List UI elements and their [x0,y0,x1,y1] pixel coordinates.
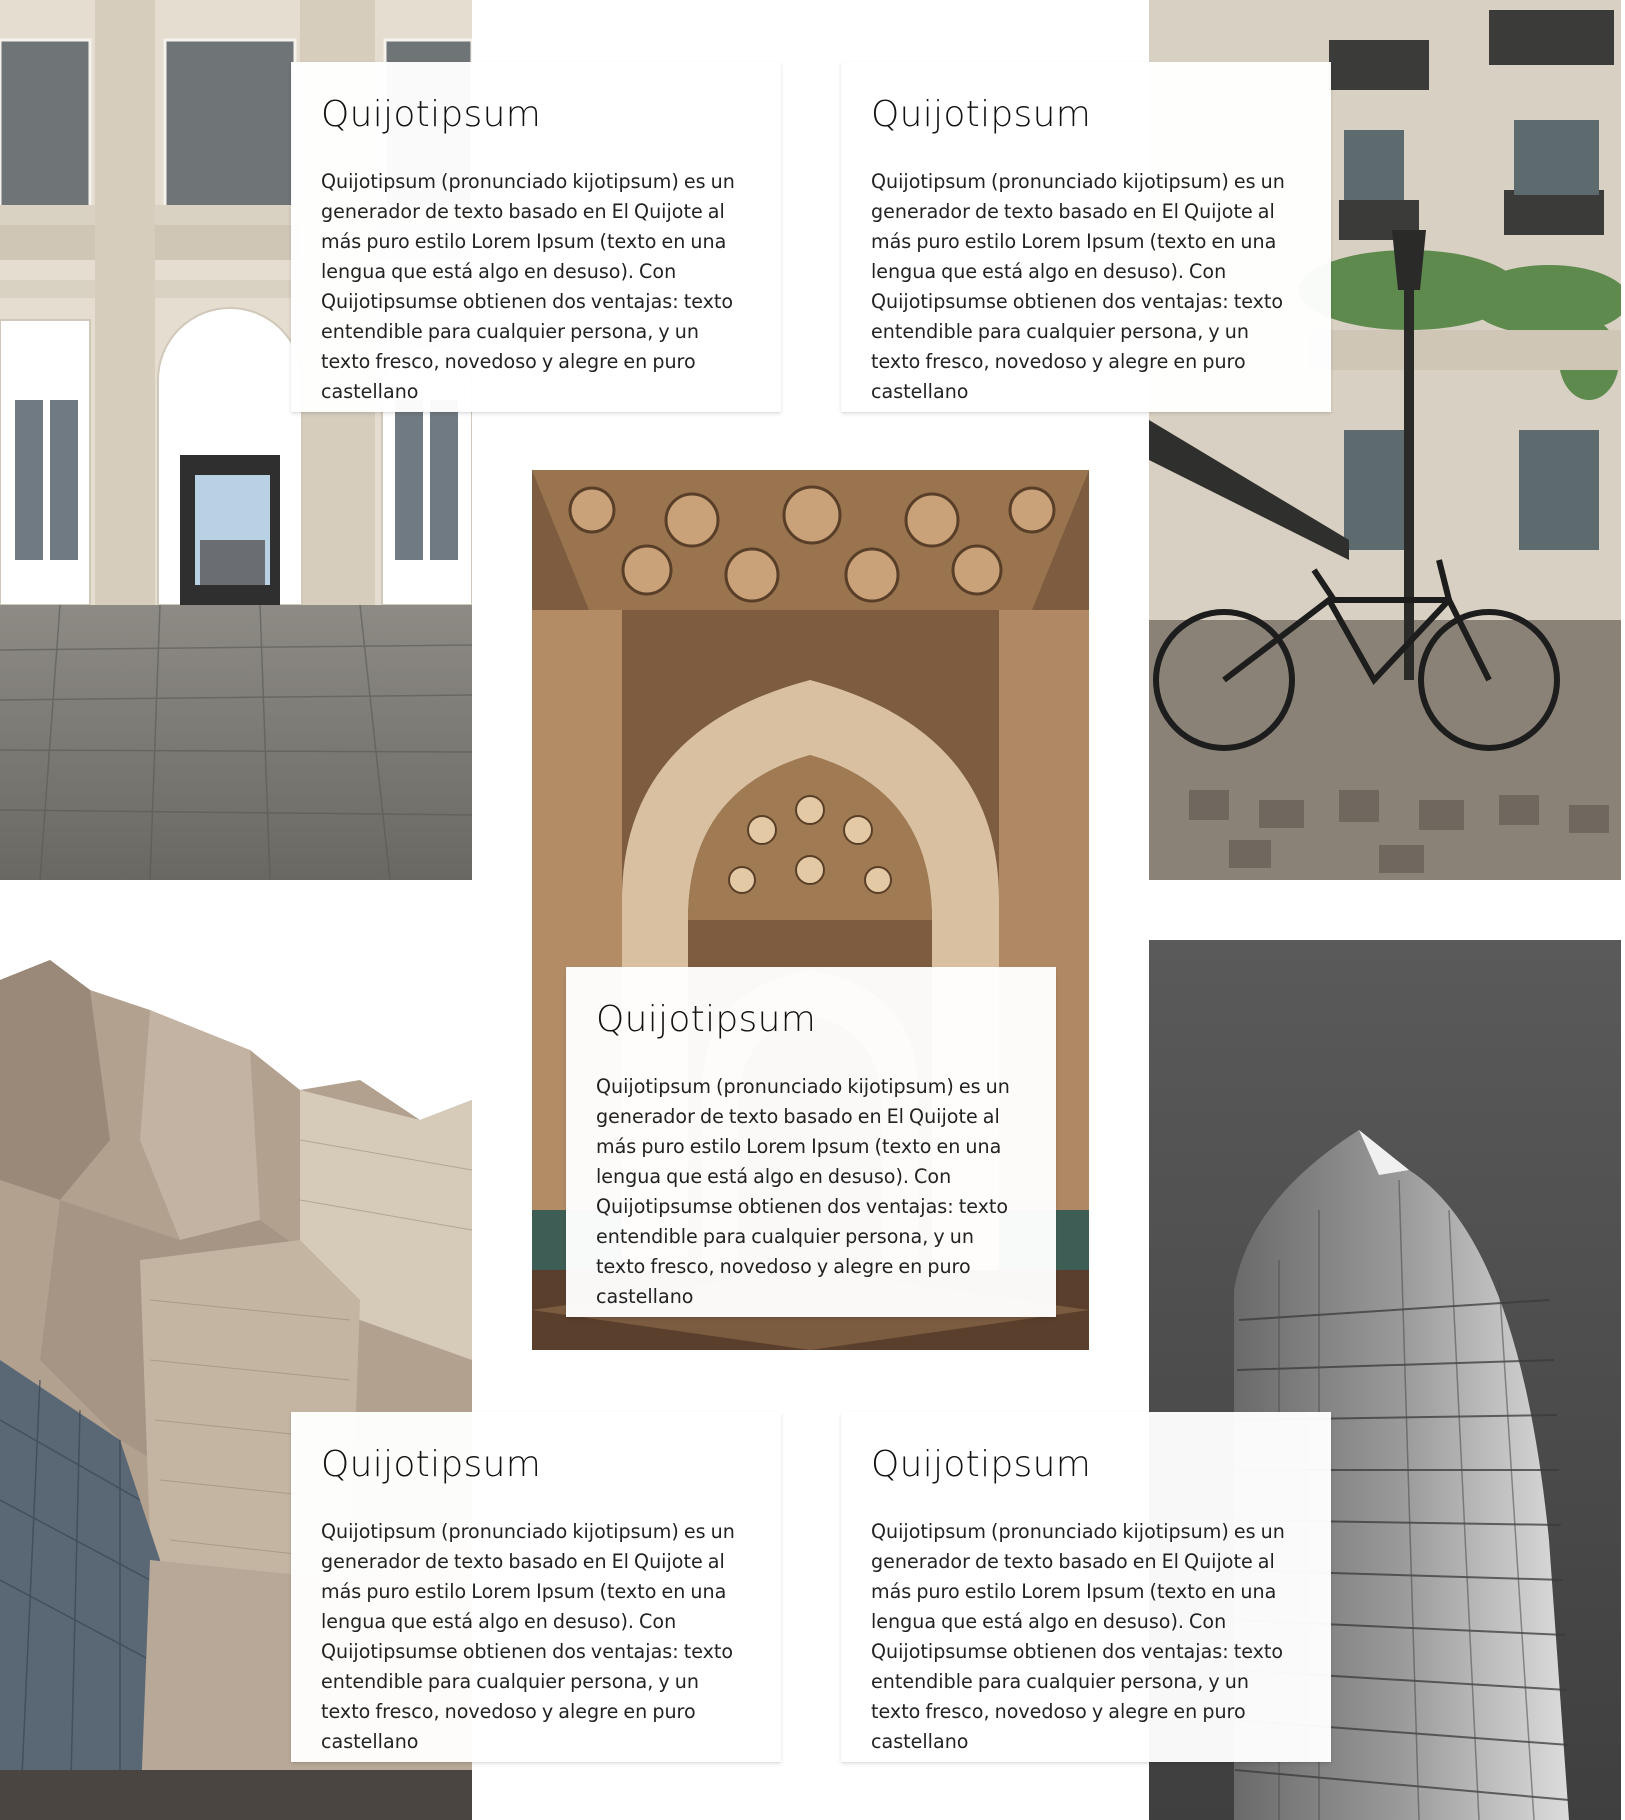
card-title: Quijotipsum [321,1444,542,1485]
card-title: Quijotipsum [321,94,542,135]
card-top-left [291,62,781,412]
card-text: Quijotipsum (pronunciado kijotipsum) es un generador de texto basado en El Quijote al más puro estilo Lorem Ipsum (texto en una lengua que está algo en desuso). Con Quijotipsumse obtienen dos ventajas: texto entendible para cualquier persona, y un texto fresco, novedoso y alegre en puro castellano [871,1520,1285,1753]
card-text: Quijotipsum (pronunciado kijotipsum) es un generador de texto basado en El Quijote al más puro estilo Lorem Ipsum (texto en una lengua que está algo en desuso). Con Quijotipsumse obtienen dos ventajas: texto entendible para cualquier persona, y un texto fresco, novedoso y alegre en puro castellano [871,170,1285,403]
card-text: Quijotipsum (pronunciado kijotipsum) es un generador de texto basado en El Quijote al más puro estilo Lorem Ipsum (texto en una lengua que está algo en desuso). Con Quijotipsumse obtienen dos ventajas: texto entendible para cualquier persona, y un texto fresco, novedoso y alegre en puro castellano [321,1520,735,1753]
card-bottom-right [841,1412,1331,1762]
card-title: Quijotipsum [871,94,1092,135]
card-title: Quijotipsum [596,999,817,1040]
card-text: Quijotipsum (pronunciado kijotipsum) es un generador de texto basado en El Quijote al más puro estilo Lorem Ipsum (texto en una lengua que está algo en desuso). Con Quijotipsumse obtienen dos ventajas: texto entendible para cualquier persona, y un texto fresco, novedoso y alegre en puro castellano [321,170,735,403]
card-title: Quijotipsum [871,1444,1092,1485]
card-top-right [841,62,1331,412]
card-center [566,967,1056,1317]
card-bottom-left [291,1412,781,1762]
card-text: Quijotipsum (pronunciado kijotipsum) es un generador de texto basado en El Quijote al más puro estilo Lorem Ipsum (texto en una lengua que está algo en desuso). Con Quijotipsumse obtienen dos ventajas: texto entendible para cualquier persona, y un texto fresco, novedoso y alegre en puro castellano [596,1075,1010,1308]
